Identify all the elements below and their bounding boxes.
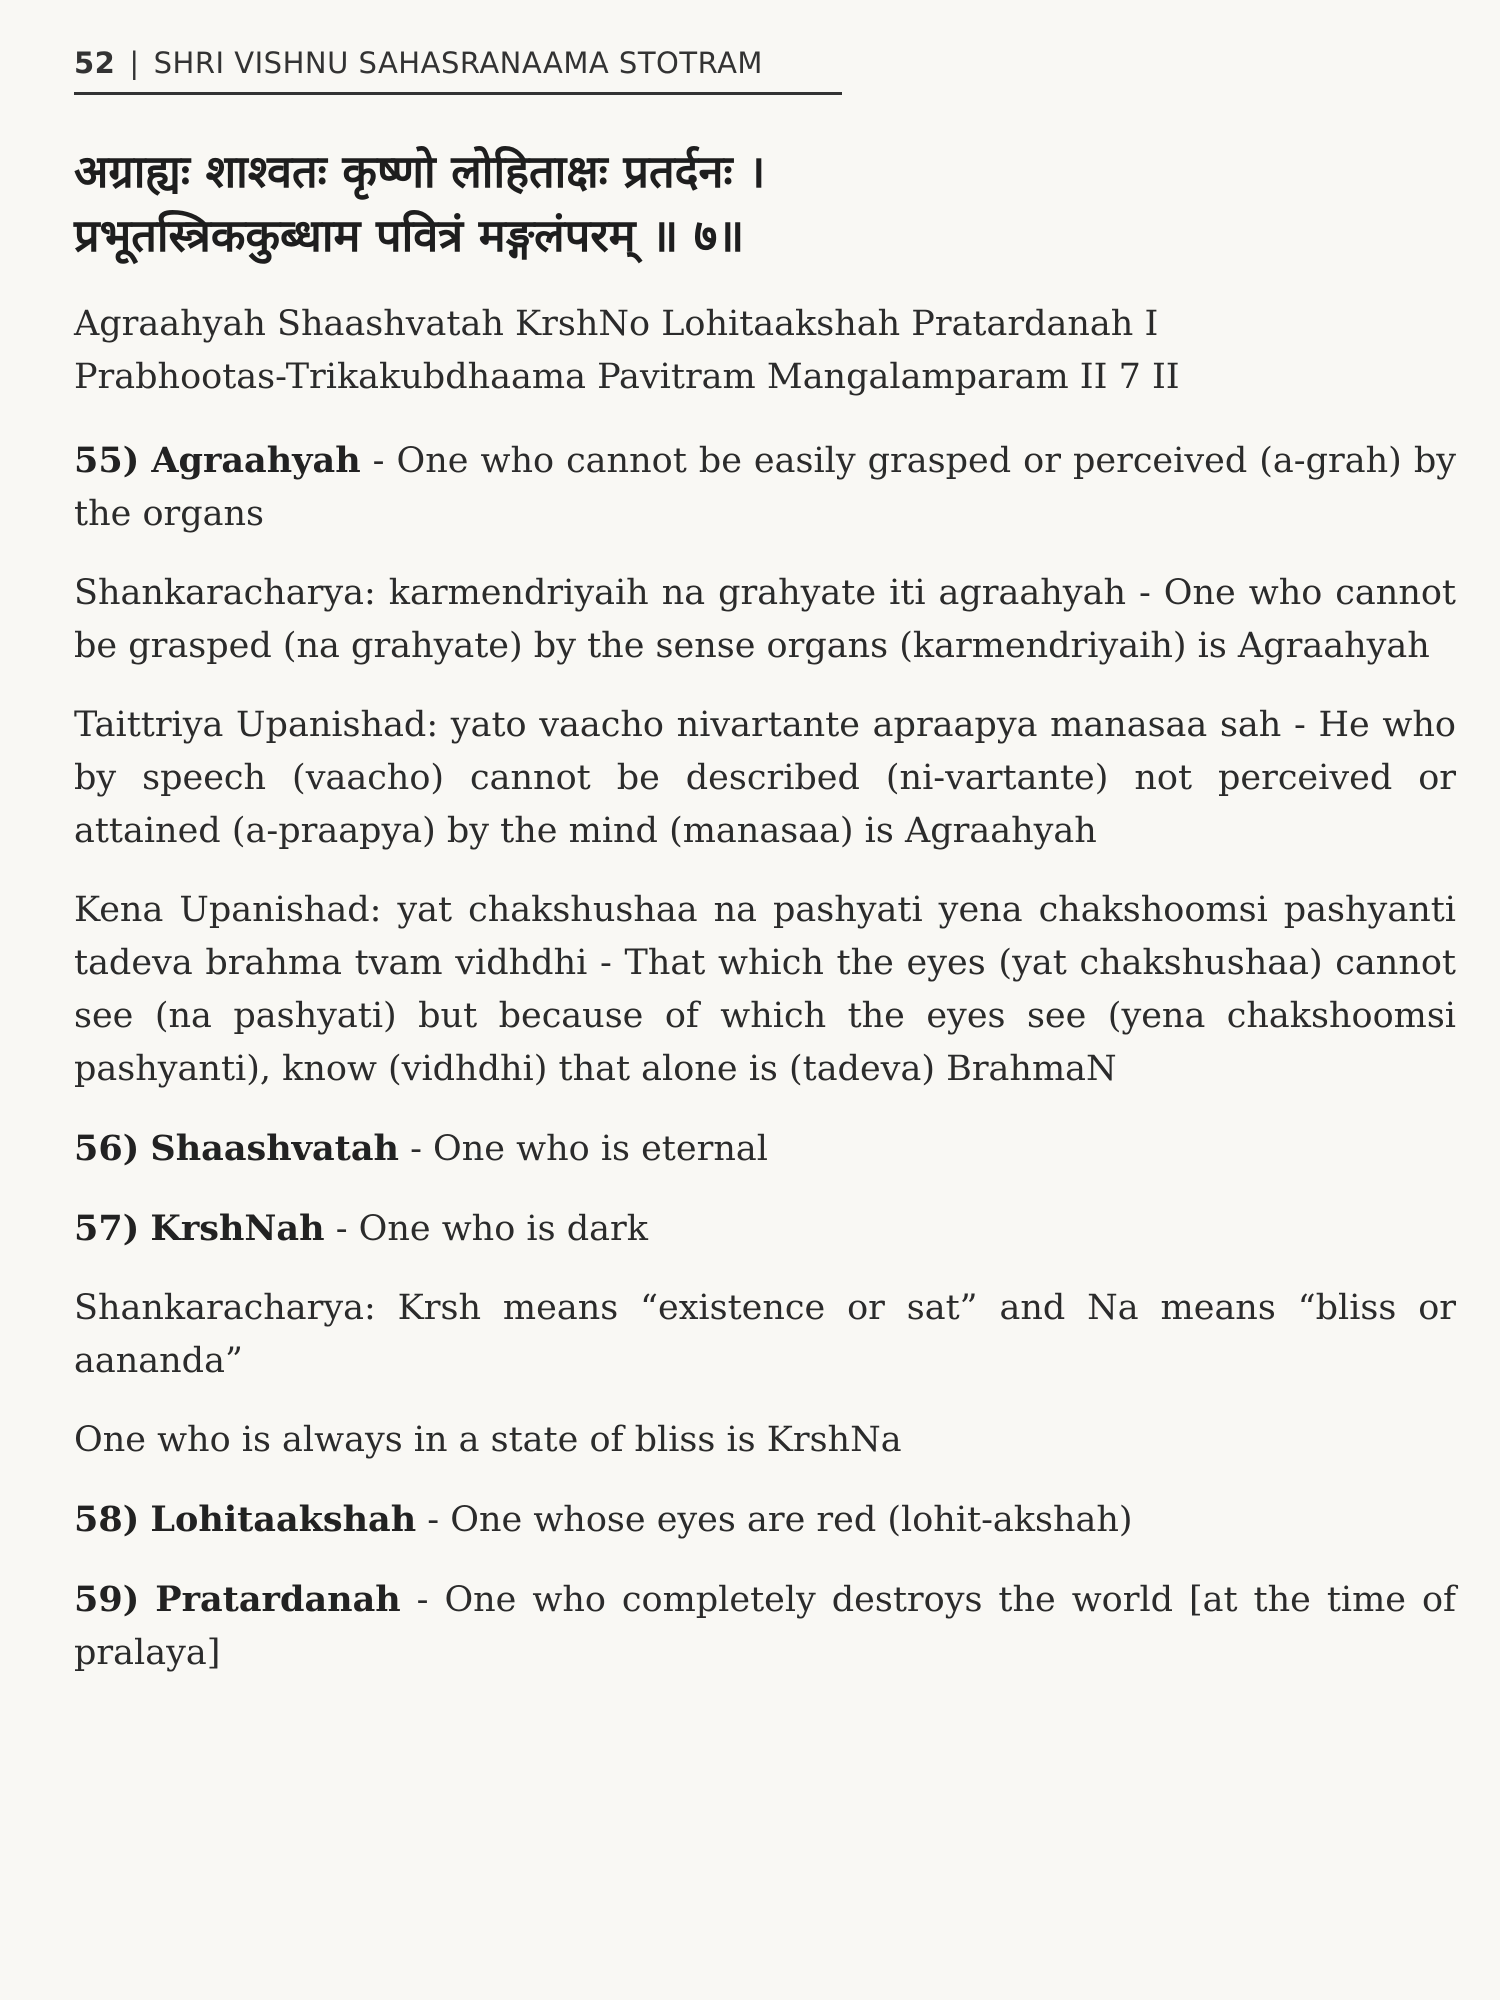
sanskrit-line-2: प्रभूतस्त्रिककुब्धाम पवित्रं मङ्गलंपरम् ॥ ७॥ xyxy=(74,209,745,262)
transliteration xyxy=(74,298,1456,404)
sanskrit-line-1: अग्राह्यः शाश्वतः कृष्णो लोहिताक्षः प्रतर्दनः । xyxy=(74,145,766,198)
commentary-shankaracharya-57: Shankaracharya: Krsh means “existence or sat” and Na means “bliss or aananda” xyxy=(74,1288,1456,1381)
commentary-taittriya-55: Taittriya Upanishad: yato vaacho nivartante apraapya manasaa sah - He who by speech (vaacho) cannot be described (ni-vartante) not perceived or attained (a-praapya) by the mind (manasaa) is Agraahyah xyxy=(74,705,1456,851)
entry-description: - One who cannot be easily grasped or perceived (a-grah) by the organs xyxy=(74,441,1456,534)
book-title: SHRI VISHNU SAHASRANAAMA STOTRAM xyxy=(153,46,763,80)
page-body xyxy=(74,298,1456,1706)
entry-name: KrshNah xyxy=(150,1208,325,1249)
commentary-bliss-57: One who is always in a state of bliss is KrshNa xyxy=(74,1420,902,1460)
entry-description: - One who completely destroys the world [at the time of pralaya] xyxy=(74,1580,1456,1673)
translit-line-1: Agraahyah Shaashvatah KrshNo Lohitaakshah Pratardanah I xyxy=(74,304,1159,344)
sanskrit-verse xyxy=(74,140,765,268)
entry-number: 58) xyxy=(74,1499,140,1540)
header-separator: | xyxy=(129,46,140,80)
entry-name: Shaashvatah xyxy=(150,1128,399,1169)
entry-number: 57) xyxy=(74,1208,140,1249)
entry-57 xyxy=(74,1202,1456,1256)
entry-56 xyxy=(74,1122,1456,1176)
entry-59 xyxy=(74,1573,1456,1680)
entry-name: Lohitaakshah xyxy=(150,1499,417,1540)
entry-number: 59) xyxy=(74,1579,140,1620)
page-number: 52 xyxy=(74,46,116,80)
entry-name: Agraahyah xyxy=(151,440,361,481)
entry-number: 56) xyxy=(74,1128,140,1169)
entry-description: - One whose eyes are red (lohit-akshah) xyxy=(416,1500,1133,1540)
entry-description: - One who is dark xyxy=(324,1209,648,1249)
entry-55 xyxy=(74,434,1456,541)
commentary-kena-55: Kena Upanishad: yat chakshushaa na pashyati yena chakshoomsi pashyanti tadeva brahma tvam vidhdhi - That which the eyes (yat chakshushaa) cannot see (na pashyati) but because of which the eyes see (yena chakshoomsi pashyanti), know (vidhdhi) that alone is (tadeva) BrahmaN xyxy=(74,890,1456,1089)
entry-description: - One who is eternal xyxy=(398,1129,768,1169)
entry-58 xyxy=(74,1493,1456,1547)
commentary-shankaracharya-55: Shankaracharya: karmendriyaih na grahyate iti agraahyah - One who cannot be grasped (na grahyate) by the sense organs (karmendriyaih) is Agraahyah xyxy=(74,573,1456,666)
translit-line-2: Prabhootas-Trikakubdhaama Pavitram Mangalamparam II 7 II xyxy=(74,357,1180,397)
page-header xyxy=(74,46,842,95)
entry-name: Pratardanah xyxy=(155,1579,401,1620)
entry-number: 55) xyxy=(74,440,140,481)
